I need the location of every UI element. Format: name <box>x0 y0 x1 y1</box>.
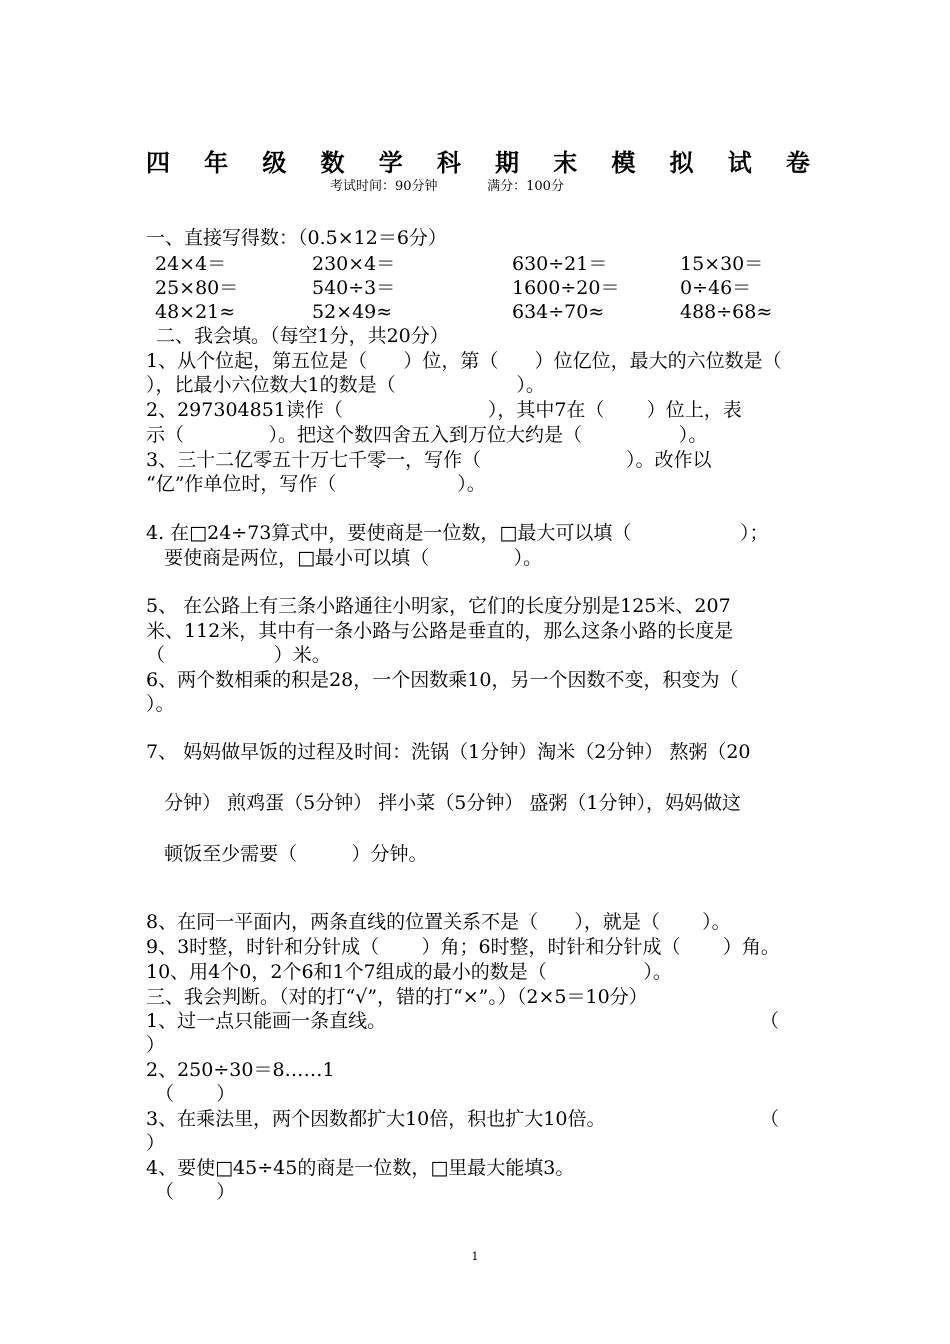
question-line: 9、3时整，时针和分针成（ ）角；6时整，时针和分针成（ ）角。 <box>146 936 780 958</box>
calc-item: 1600÷20＝ <box>512 277 620 299</box>
section3-heading: 三、我会判断。（对的打“√”，错的打“×”。）（2×5＝10分） <box>146 986 648 1008</box>
exam-info: 考试时间：90分钟 满分：100分 <box>330 179 564 194</box>
question-line: 3、三十二亿零五十万七千零一，写作（ ）。改作以 <box>146 449 712 471</box>
title-char: 级 <box>262 149 287 177</box>
question-line: 4. 在□24÷73算式中，要使商是一位数，□最大可以填（ ）； <box>146 522 769 544</box>
calc-item: 230×4＝ <box>312 253 396 275</box>
answer-bracket: （ ） <box>155 1083 236 1105</box>
question-line: 5、 在公路上有三条小路通往小明家，它们的长度分别是125米、207 <box>146 595 731 617</box>
answer-bracket: （ ） <box>155 1181 236 1203</box>
section1-heading: 一、直接写得数：（0.5×12＝6分） <box>146 227 447 249</box>
answer-bracket: ） <box>146 1034 166 1056</box>
judge-line: 2、250÷30＝8……1 <box>146 1059 335 1081</box>
calc-item: 15×30＝ <box>680 253 764 275</box>
title-char: 末 <box>553 149 578 177</box>
calc-item: 48×21≈ <box>155 301 236 323</box>
question-line: ），比最小六位数大1的数是（ ）。 <box>146 374 545 396</box>
title-char: 拟 <box>669 149 694 177</box>
calc-item: 630÷21＝ <box>512 253 608 275</box>
judge-line: 3、在乘法里，两个因数都扩大10倍，积也扩大10倍。 <box>146 1108 606 1130</box>
section2-heading: 二、我会填。（每空1分，共20分） <box>156 325 449 347</box>
question-line: 10、用4个0，2个6和1个7组成的最小的数是（ ）。 <box>146 961 672 983</box>
title-char: 卷 <box>785 149 810 177</box>
title-char: 模 <box>611 149 636 177</box>
question-line: 顿饭至少需要（ ）分钟。 <box>146 843 428 865</box>
question-line: 8、在同一平面内，两条直线的位置关系不是（ ），就是（ ）。 <box>146 911 731 933</box>
question-line: 7、 妈妈做早饭的过程及时间：洗锅（1分钟）淘米（2分钟） 熬粥（20 <box>146 741 751 763</box>
calc-item: 24×4＝ <box>155 253 227 275</box>
title-char: 科 <box>436 149 461 177</box>
calc-item: 634÷70≈ <box>512 301 605 323</box>
calc-item: 540÷3＝ <box>312 277 396 299</box>
question-line: 要使商是两位，□最小可以填（ ）。 <box>146 547 543 569</box>
page-number: 1 <box>471 1250 479 1263</box>
calc-item: 25×80＝ <box>155 277 239 299</box>
question-line: 示（ ）。把这个数四舍五入到万位大约是（ ）。 <box>146 424 708 446</box>
calc-item: 488÷68≈ <box>680 301 773 323</box>
title-char: 四 <box>146 149 170 177</box>
answer-bracket: ） <box>146 1132 166 1154</box>
title-char: 期 <box>495 149 520 177</box>
question-line: 米、112米，其中有一条小路与公路是垂直的，那么这条小路的长度是 <box>146 620 734 642</box>
answer-bracket: （ <box>760 1108 780 1130</box>
question-line: 1、从个位起，第五位是（ ）位，第（ ）位亿位，最大的六位数是（ <box>146 350 782 372</box>
question-line: ）。 <box>146 693 175 715</box>
title-char: 试 <box>727 149 752 177</box>
question-line: 6、两个数相乘的积是28，一个因数乘10，另一个因数不变，积变为（ <box>146 669 739 691</box>
question-line: 分钟） 煎鸡蛋（5分钟） 拌小菜（5分钟） 盛粥（1分钟），妈妈做这 <box>146 792 742 814</box>
title-char: 数 <box>320 149 345 177</box>
question-line: （ ）米。 <box>146 644 331 666</box>
question-line: 2、297304851读作（ ），其中7在（ ）位上，表 <box>146 399 742 421</box>
calc-item: 0÷46＝ <box>680 277 752 299</box>
page-title <box>146 148 810 178</box>
judge-line: 4、要使□45÷45的商是一位数，□里最大能填3。 <box>146 1157 575 1179</box>
title-char: 年 <box>204 149 229 177</box>
answer-bracket: （ <box>760 1010 780 1032</box>
title-char: 学 <box>378 149 403 177</box>
calc-item: 52×49≈ <box>312 301 393 323</box>
judge-line: 1、过一点只能画一条直线。 <box>146 1010 387 1032</box>
question-line: “亿”作单位时，写作（ ）。 <box>146 473 486 495</box>
